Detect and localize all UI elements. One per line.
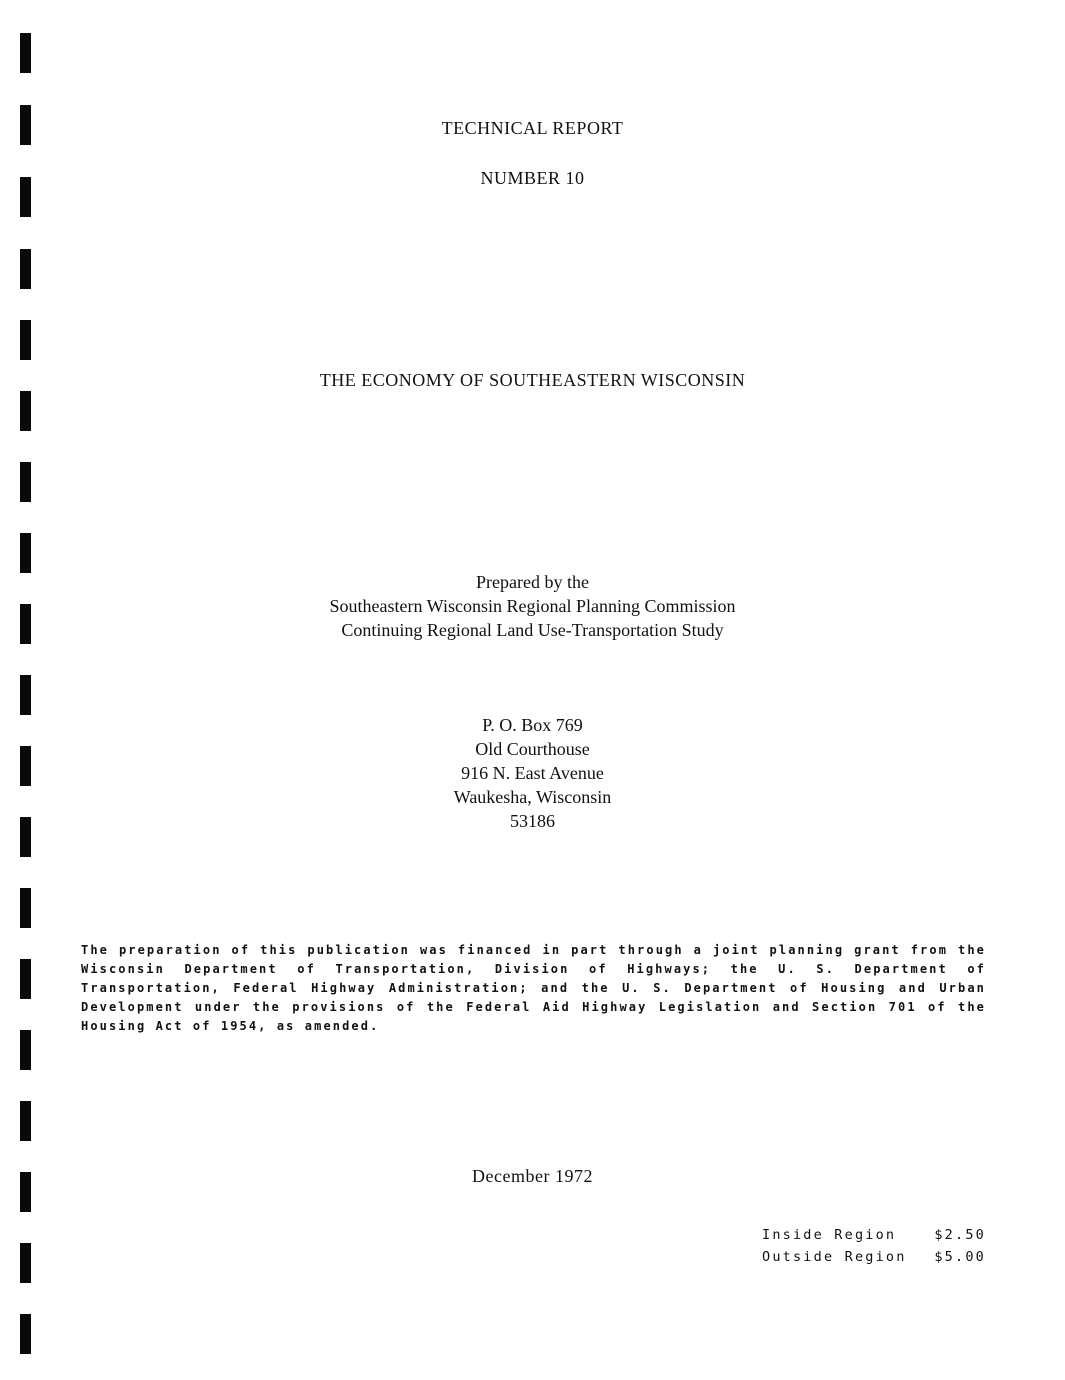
binding-hole [20,675,31,715]
binding-hole [20,533,31,573]
price-label: Outside Region [762,1249,907,1265]
report-title: THE ECONOMY OF SOUTHEASTERN WISCONSIN [319,370,746,390]
price-label: Inside Region [762,1227,897,1243]
prepared-by-block [0,570,1065,642]
zip-code: 53186 [510,811,555,831]
binding-hole [20,1030,31,1070]
report-number: NUMBER 10 [480,168,585,188]
building-name: Old Courthouse [475,739,590,759]
binding-hole [20,1314,31,1354]
binding-hole [20,1101,31,1141]
binding-hole [20,1243,31,1283]
price-row-outside [762,1246,986,1268]
price-row-inside [762,1224,986,1246]
po-box: P. O. Box 769 [482,715,583,735]
prepared-by-line: Prepared by the [476,572,589,592]
binding-hole [20,33,31,73]
address-block [0,713,1065,833]
price-list [762,1224,986,1268]
binding-hole [20,959,31,999]
city-state: Waukesha, Wisconsin [453,787,612,807]
price-value: $5.00 [934,1249,986,1265]
study-name: Continuing Regional Land Use-Transportation Study [341,620,724,640]
binding-hole [20,462,31,502]
publication-date: December 1972 [472,1166,593,1186]
binding-hole [20,320,31,360]
binding-hole [20,391,31,431]
report-type-heading: TECHNICAL REPORT [441,118,624,138]
commission-name: Southeastern Wisconsin Regional Planning Commission [329,596,736,616]
street-address: 916 N. East Avenue [461,763,604,783]
price-value: $2.50 [934,1227,986,1243]
funding-note: The preparation of this publication was financed in part through a joint planning grant from the Wisconsin Department of Transportation, Division of Highways; the U. S. Department of Transportation, Federal Highway Administration; and the U. S. Department of Housing and Urban Development under the provisions of the Federal Aid Highway Legislation and Section 701 of the Housing Act of 1954, as amended. [81,943,986,1033]
binding-hole [20,888,31,928]
binding-hole [20,249,31,289]
